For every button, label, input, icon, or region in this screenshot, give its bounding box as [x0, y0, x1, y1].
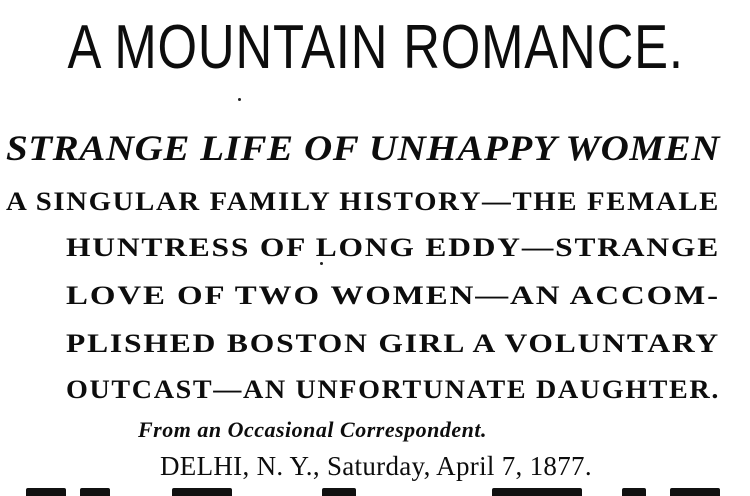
deck-line-5	[66, 366, 720, 414]
cut-off-text-fragment	[172, 488, 232, 496]
cut-off-text-fragment	[26, 488, 66, 496]
deck-line-3-text: LOVE OF TWO WOMEN—AN ACCOM-	[66, 281, 720, 310]
cut-off-text-fragment	[670, 488, 720, 496]
deck-line-4-text: PLISHED BOSTON GIRL A VOLUNTARY	[66, 329, 721, 358]
deck-line-1-text: A SINGULAR FAMILY HISTORY—THE FEMALE	[6, 187, 721, 216]
cut-off-text-fragment	[622, 488, 646, 496]
deck-line-1	[6, 178, 720, 226]
subheadline: STRANGE LIFE OF UNHAPPY WOMEN	[6, 128, 721, 168]
cut-off-text-fragment	[80, 488, 110, 496]
deck-line-2	[66, 224, 720, 272]
byline: From an Occasional Correspondent.	[138, 417, 487, 442]
dateline-date: Saturday, April 7, 1877.	[326, 451, 592, 481]
headline: A MOUNTAIN ROMANCE.	[67, 13, 684, 82]
cut-off-body-text	[22, 484, 722, 496]
print-speck	[238, 98, 241, 101]
print-speck	[320, 262, 323, 265]
deck-line-2-text: HUNTRESS OF LONG EDDY—STRANGE	[66, 233, 721, 262]
cut-off-text-fragment	[322, 488, 356, 496]
deck-line-5-text: OUTCAST—AN UNFORTUNATE DAUGHTER.	[66, 375, 720, 404]
deck-line-4	[66, 320, 720, 368]
cut-off-text-fragment	[492, 488, 582, 496]
deck-line-3	[66, 272, 720, 320]
dateline-place: DELHI, N. Y.,	[160, 451, 320, 481]
dateline	[160, 446, 592, 486]
